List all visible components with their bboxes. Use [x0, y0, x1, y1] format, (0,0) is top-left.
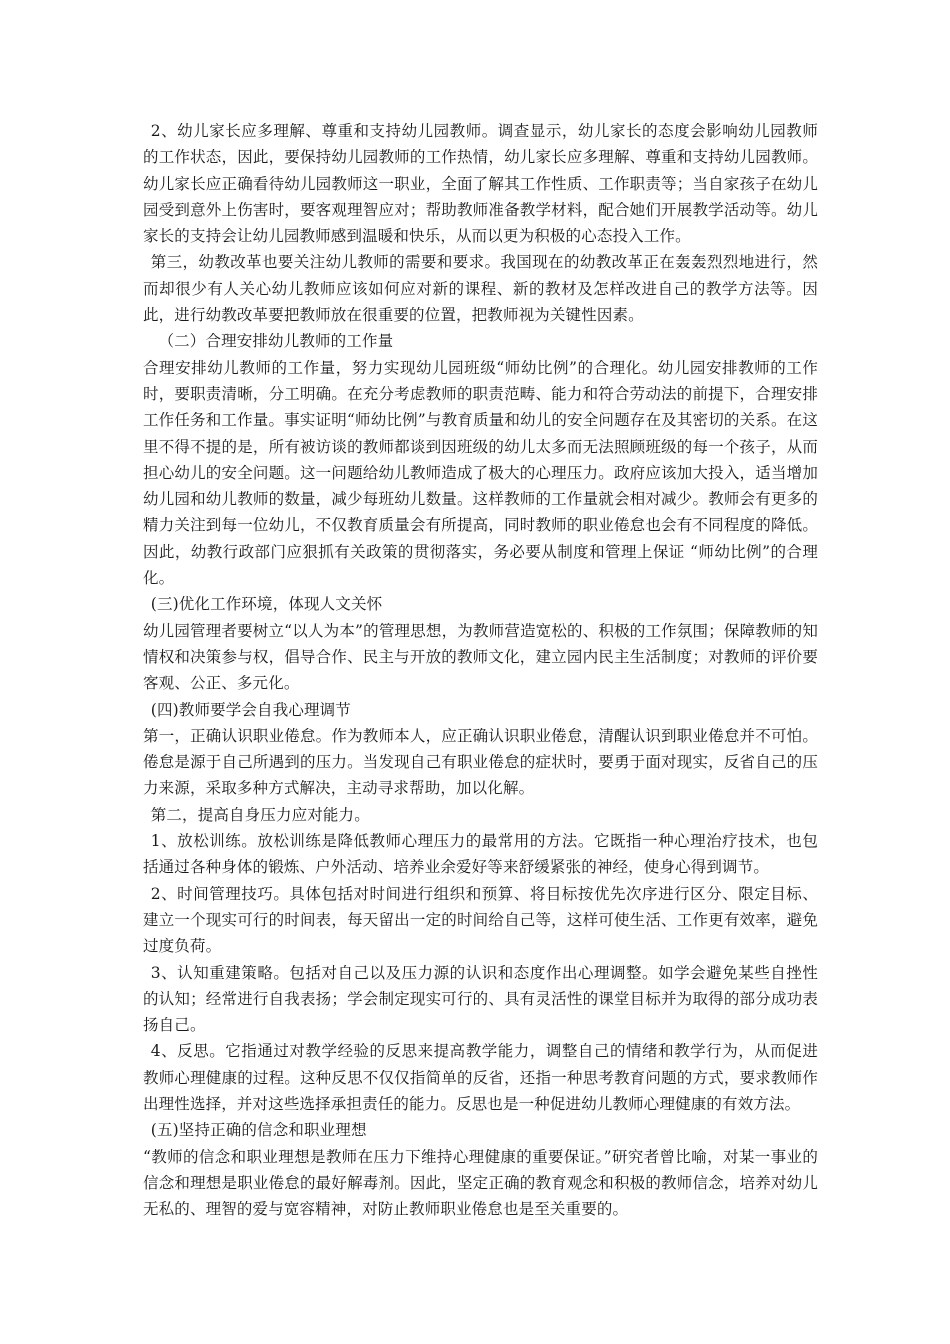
paragraph-relaxation: 1、放松训练。放松训练是降低教师心理压力的最常用的方法。它既指一种心理治疗技术，也包括通过各种身体的锻炼、户外活动、培养业余爱好等来舒缓紧张的神经，使身心得到调节。	[143, 832, 818, 877]
heading-section-5: (五)坚持正确的信念和职业理想	[150, 1121, 367, 1140]
paragraph-first-recognize: 第一，正确认识职业倦怠。作为教师本人，应正确认识职业倦怠，清醒认识到职业倦怠并不可怕。倦怠是源于自己所遇到的压力。当发现自己有职业倦怠的症状时，要勇于面对现实，反省自己的压力来源，采取多种方式解决，主动寻求帮助，加以化解。	[143, 726, 818, 798]
paragraph-parent-support: 2、幼儿家长应多理解、尊重和支持幼儿园教师。调查显示，幼儿家长的态度会影响幼儿园教师的工作状态，因此，要保持幼儿园教师的工作热情，幼儿家长应多理解、尊重和支持幼儿园教师。幼儿家长应正确看待幼儿园教师这一职业，全面了解其工作性质、工作职责等；当自家孩子在幼儿园受到意外上伤害时，要客观理智应对；帮助教师准备教学材料，配合她们开展教学活动等。幼儿家长的支持会让幼儿园教师感到温暖和快乐，从而以更为积极的心态投入工作。	[143, 122, 818, 246]
paragraph-cognitive: 3、认知重建策略。包括对自己以及压力源的认识和态度作出心理调整。如学会避免某些自挫性的认知；经常进行自我表扬；学会制定现实可行的、具有灵活性的课堂目标并为取得的部分成功表扬自己。	[143, 963, 818, 1035]
paragraph-second-coping: 第二，提高自身压力应对能力。	[150, 805, 370, 824]
heading-section-3: (三)优化工作环境，体现人文关怀	[150, 595, 383, 614]
paragraph-third-reform: 第三，幼教改革也要关注幼儿教师的需要和要求。我国现在的幼教改革正在轰轰烈烈地进行，然而却很少有人关心幼儿教师应该如何应对新的课程、新的教材及怎样改进自己的教学方法等。因此，进行幼教改革要把教师放在很重要的位置，把教师视为关键性因素。	[143, 253, 818, 325]
paragraph-workload: 合理安排幼儿教师的工作量，努力实现幼儿园班级“师幼比例”的合理化。幼儿园安排教师的工作时，要职责清晰，分工明确。在充分考虑教师的职责范畴、能力和符合劳动法的前提下，合理安排工作任务和工作量。事实证明“师幼比例”与教育质量和幼儿的安全问题存在及其密切的关系。在这里不得不提的是，所有被访谈的教师都谈到因班级的幼儿太多而无法照顾班级的每一个孩子，从而担心幼儿的安全问题。这一问题给幼儿教师造成了极大的心理压力。政府应该加大投入，适当增加幼儿园和幼儿教师的数量，减少每班幼儿数量。这样教师的工作量就会相对减少。教师会有更多的精力关注到每一位幼儿，不仅教育质量会有所提高，同时教师的职业倦怠也会有不同程度的降低。因此，幼教行政部门应狠抓有关政策的贯彻落实，务必要从制度和管理上保证 “师幼比例”的合理化。	[143, 358, 818, 588]
paragraph-reflection: 4、反思。它指通过对教学经验的反思来提高教学能力，调整自己的情绪和教学行为，从而促进教师心理健康的过程。这种反思不仅仅指简单的反省，还指一种思考教育问题的方式，要求教师作出理性选择，并对这些选择承担责任的能力。反思也是一种促进幼儿教师心理健康的有效方法。	[143, 1042, 818, 1113]
document-body	[143, 118, 818, 1222]
paragraph-environment: 幼儿园管理者要树立“以人为本”的管理思想，为教师营造宽松的、积极的工作氛围；保障教师的知情权和决策参与权，倡导合作、民主与开放的教师文化，建立园内民主生活制度；对教师的评价要客观、公正、多元化。	[143, 621, 818, 693]
paragraph-beliefs: “教师的信念和职业理想是教师在压力下维持心理健康的重要保证。”研究者曾比喻，对某一事业的信念和理想是职业倦怠的最好解毒剂。因此，坚定正确的教育观念和积极的教师信念，培养对幼儿无私的、理智的爱与宽容精神，对防止教师职业倦怠也是至关重要的。	[143, 1147, 818, 1219]
paragraph-time-management: 2、时间管理技巧。具体包括对时间进行组织和预算、将目标按优先次序进行区分、限定目标、建立一个现实可行的时间表，每天留出一定的时间给自己等，这样可使生活、工作更有效率，避免过度负荷。	[143, 884, 818, 956]
heading-section-4: (四)教师要学会自我心理调节	[150, 700, 351, 719]
heading-section-2: （二）合理安排幼儿教师的工作量	[158, 332, 394, 351]
